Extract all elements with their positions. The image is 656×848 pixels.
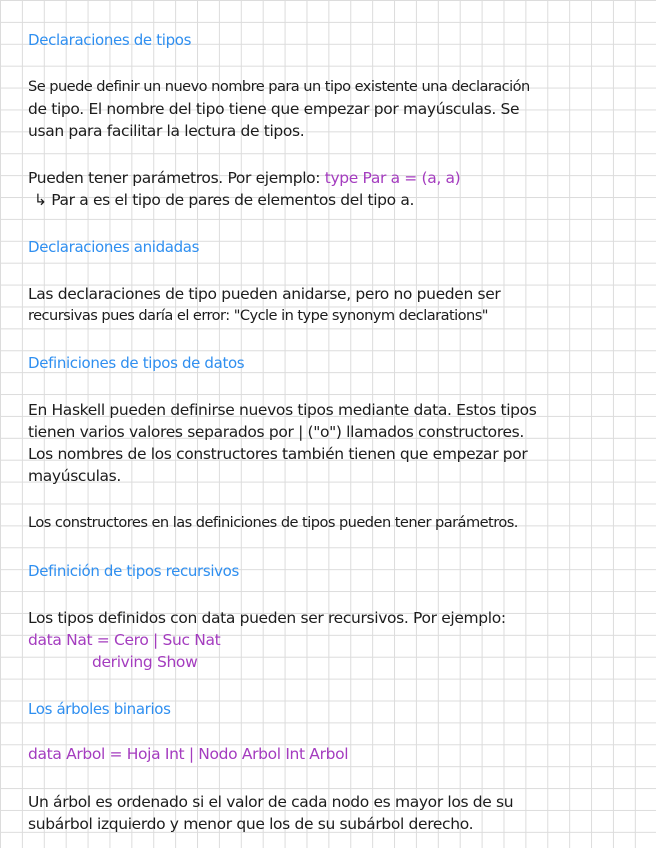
code-type-par: type Par a = (a, a) [324,169,461,187]
paragraph-parametros [28,167,650,189]
note-par-a: ↳ Par a es el tipo de pares de elementos del tipo a. [34,191,415,209]
paragraph-line: En Haskell pueden definirse nuevos tipos mediante data. Estos tipos [28,401,537,419]
paragraph-recursivos: Los tipos definidos con data pueden ser recursivos. Por ejemplo: [28,609,506,627]
heading-definicion-de-tipos-recursivos: Definición de tipos recursivos [28,562,239,580]
paragraph-line: Se puede definir un nuevo nombre para un tipo existente una declaración [28,78,530,95]
paragraph-constructores: Los constructores en las definiciones de tipos pueden tener parámetros. [28,514,518,531]
heading-definiciones-de-tipos-de-datos: Definiciones de tipos de datos [28,354,245,372]
code-data-arbol: data Arbol = Hoja Int | Nodo Arbol Int Arbol [28,745,349,763]
paragraph-line: mayúsculas. [28,467,121,485]
paragraph-line: de tipo. El nombre del tipo tiene que empezar por mayúsculas. Se [28,100,520,118]
code-data-nat: data Nat = Cero | Suc Nat [28,631,221,649]
paragraph-line: Un árbol es ordenado si el valor de cada nodo es mayor los de su [28,793,514,811]
paragraph-line: recursivas pues daría el error: "Cycle in type synonym declarations" [28,307,488,324]
paragraph-line: Los nombres de los constructores también tienen que empezar por [28,445,528,463]
paragraph-line: subárbol izquierdo y menor que los de su subárbol derecho. [28,815,474,833]
paragraph-line: tienen varios valores separados por | ("o") llamados constructores. [28,423,524,441]
heading-declaraciones-anidadas: Declaraciones anidadas [28,238,200,256]
code-deriving-show: deriving Show [92,653,198,671]
paragraph-text: Pueden tener parámetros. Por ejemplo: [28,169,325,187]
heading-declaraciones-de-tipos: Declaraciones de tipos [28,31,192,49]
paragraph-line: usan para facilitar la lectura de tipos. [28,122,305,140]
paragraph-line: Las declaraciones de tipo pueden anidarse, pero no pueden ser [28,285,501,303]
heading-los-arboles-binarios: Los árboles binarios [28,700,171,718]
